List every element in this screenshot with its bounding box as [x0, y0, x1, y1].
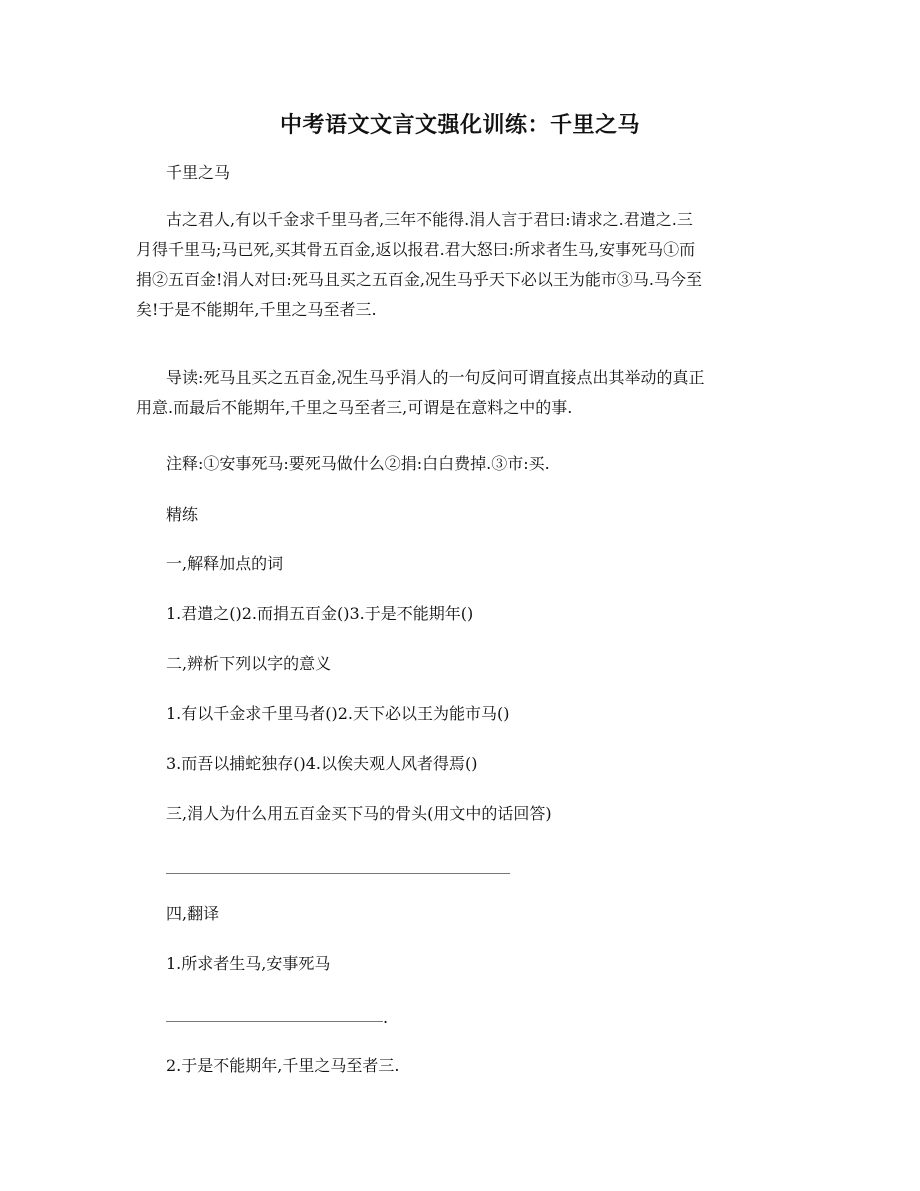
passage-line: 矣!于是不能期年,千里之马至者三.	[136, 300, 377, 319]
answer-line-period: .	[383, 1008, 389, 1027]
passage-line: 古之君人,有以千金求千里马者,三年不能得.涓人言于君曰:请求之.君遣之.三	[166, 210, 693, 229]
section2-heading: 二,辨析下列以字的意义	[166, 654, 332, 673]
guide-paragraph	[136, 363, 756, 423]
practice-label: 精练	[166, 505, 199, 524]
section2-items-b: 3.而吾以捕蛇独存()4.以俟夫观人风者得焉()	[166, 754, 478, 773]
section4-item1: 1.所求者生马,安事死马	[166, 954, 331, 973]
section2-items-a: 1.有以千金求千里马者()2.天下必以王为能市马()	[166, 704, 510, 723]
section4-item2: 2.于是不能期年,千里之马至者三.	[166, 1056, 400, 1075]
document-title: 中考语文文言文强化训练：千里之马	[279, 112, 640, 138]
answer-line	[166, 1021, 383, 1022]
section4-heading: 四,翻译	[166, 904, 220, 923]
guide-line: 导读:死马且买之五百金,况生马乎涓人的一句反问可谓直接点出其举动的真正	[166, 368, 705, 387]
passage-heading: 千里之马	[166, 163, 231, 182]
section1-heading: 一,解释加点的词	[166, 554, 284, 573]
section3-heading: 三,涓人为什么用五百金买下马的骨头(用文中的话回答)	[166, 804, 552, 823]
passage-line: 月得千里马;马已死,买其骨五百金,返以报君.君大怒曰:所求者生马,安事死马①而	[136, 240, 696, 259]
guide-line: 用意.而最后不能期年,千里之马至者三,可谓是在意料之中的事.	[136, 398, 573, 417]
answer-line	[166, 873, 510, 874]
notes-text: 注释:①安事死马:要死马做什么②捐:白白费掉.③市:买.	[166, 454, 550, 473]
passage-paragraph	[136, 205, 756, 325]
section1-items: 1.君遣之()2.而捐五百金()3.于是不能期年()	[166, 604, 474, 623]
passage-line: 捐②五百金!涓人对曰:死马且买之五百金,况生马乎天下必以王为能市③马.马今至	[136, 270, 702, 289]
